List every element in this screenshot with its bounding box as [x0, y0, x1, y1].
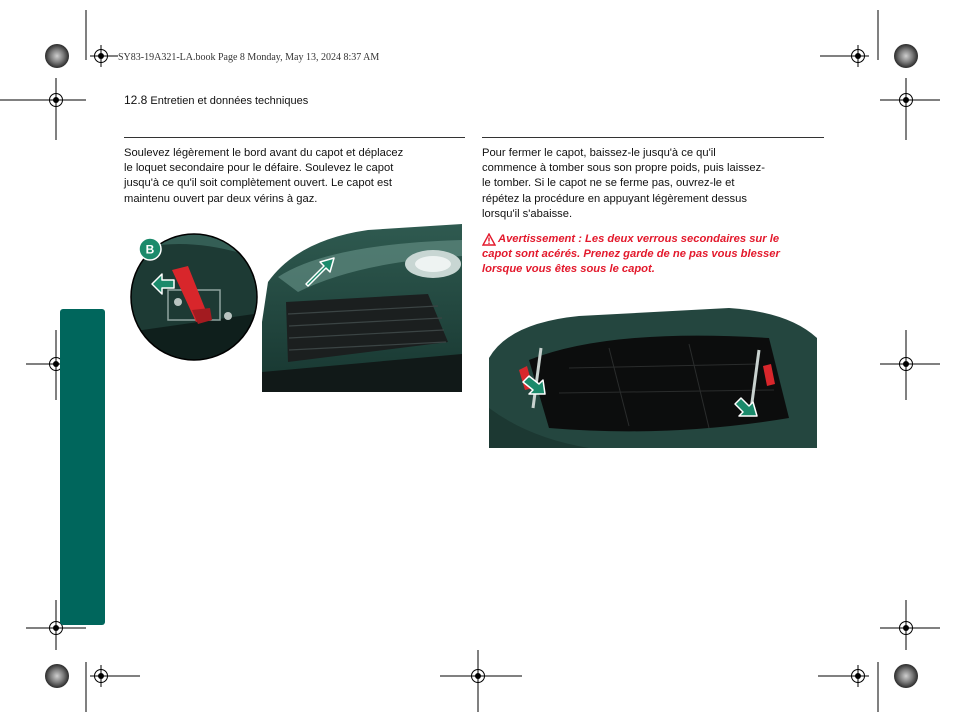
- figure-callout-label: B: [145, 242, 155, 257]
- left-instruction-paragraph: [124, 146, 469, 207]
- chapter-tab: [60, 309, 105, 625]
- warning-triangle-icon: [482, 233, 496, 246]
- left-paragraph-line: le loquet secondaire pour le défaire. Soulevez le capot: [124, 162, 394, 175]
- warning-line: Avertissement : Les deux verrous secondaires sur le: [498, 233, 780, 245]
- section-number: 12.8: [124, 93, 148, 107]
- hood-release-figure: [128, 222, 462, 392]
- left-column-rule: [124, 137, 465, 138]
- warning-line: capot sont acérés. Prenez garde de ne pas vous blesser: [482, 248, 780, 260]
- right-paragraph-line: commence à tomber sous son propre poids, puis laissez-: [482, 162, 765, 175]
- warning-notice: [482, 232, 827, 277]
- left-paragraph-line: Soulevez légèrement le bord avant du capot et déplacez: [124, 147, 404, 159]
- car-front-illustration: [262, 222, 462, 392]
- section-title: Entretien et données techniques: [150, 95, 309, 107]
- running-header: [124, 93, 308, 107]
- right-paragraph-line: le tomber. Si le capot ne se ferme pas, ouvrez-le et: [482, 177, 735, 190]
- right-column-rule: [482, 137, 824, 138]
- right-paragraph-line: Pour fermer le capot, baissez-le jusqu'à ce qu'il: [482, 147, 716, 159]
- left-paragraph-line: jusqu'à ce qu'il soit complètement ouvert. Le capot est: [124, 177, 392, 190]
- warning-line: lorsque vous êtes sous le capot.: [482, 263, 655, 275]
- right-paragraph-line: répétez la procédure en appuyant légèrement dessus: [482, 192, 747, 205]
- latch-inset: [128, 222, 268, 372]
- right-instruction-paragraph: [482, 146, 827, 222]
- left-paragraph-line: maintenu ouvert par deux vérins à gaz.: [124, 192, 318, 205]
- hood-underside-figure: [489, 298, 817, 448]
- right-paragraph-line: lorsqu'il s'abaisse.: [482, 207, 573, 220]
- slug-line: SY83-19A321-LA.book Page 8 Monday, May 13, 2024 8:37 AM: [118, 52, 380, 63]
- hood-insulation: [529, 336, 789, 432]
